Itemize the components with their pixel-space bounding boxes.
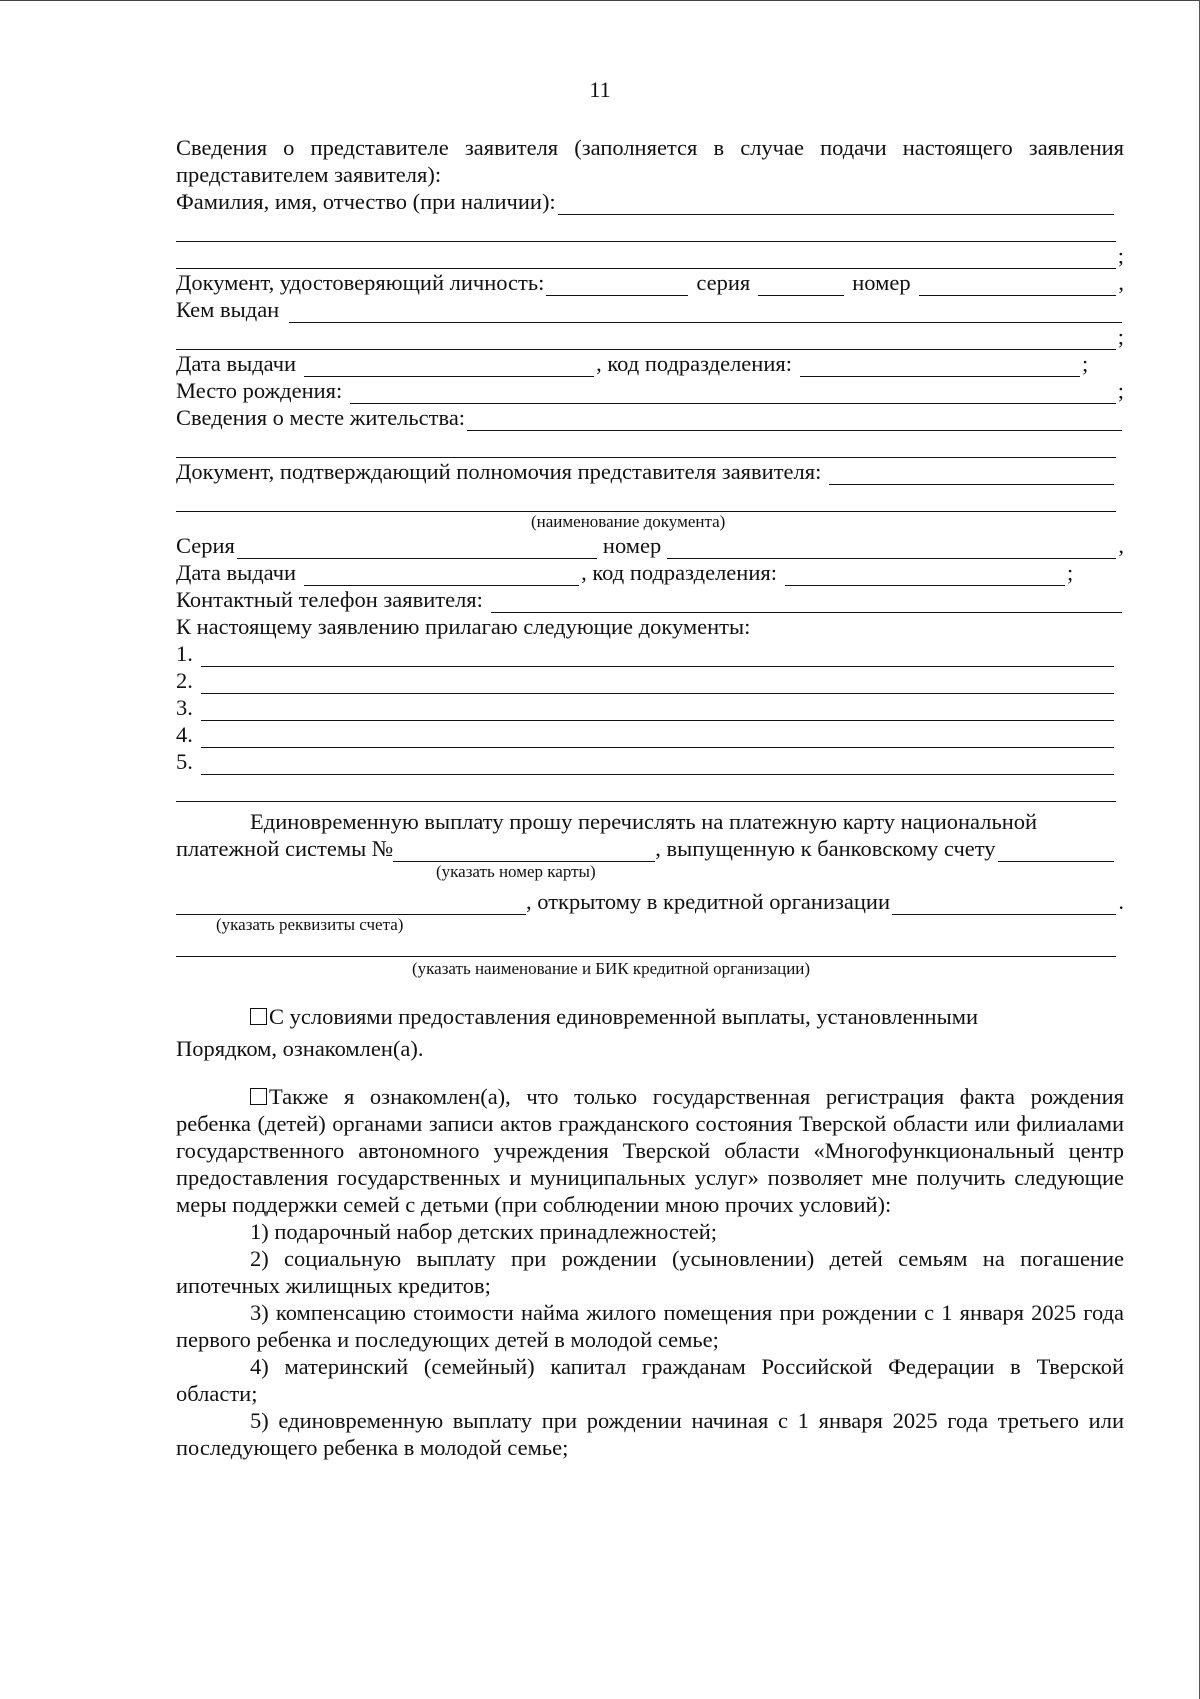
form-content [176,134,1124,1461]
card-number-field[interactable] [393,841,655,862]
fio-continuation-line[interactable] [176,217,1116,242]
attachment-field[interactable] [201,646,1114,667]
birthplace-label: Место рождения: [176,378,343,403]
support-measure-item: 2) социальную выплату при рождении (усыновлении) детей семьям на погашение ипотечных жилищных кредитов; [176,1246,1124,1298]
authority-doc-row [176,458,1124,485]
consent-1 [176,1001,1124,1033]
series2-label: Серия [176,533,235,558]
consent-1-rest: Порядком, ознакомлен(а). [176,1036,424,1061]
account-details-caption: (указать реквизиты счета) [216,915,404,934]
attachments-label: К настоящему заявлению прилагаю следующие документы: [176,614,751,639]
authority-doc-field[interactable] [829,464,1114,485]
attachment-number: 2. [176,668,193,693]
residence-continuation-row [176,431,1124,458]
comma: , [1118,533,1124,558]
issued-by-continuation-line[interactable] [176,329,1116,350]
authority-doc-label: Документ, подтверждающий полномочия представителя заявителя: [176,459,822,484]
issue-date-label: Дата выдачи [176,351,297,376]
phone-field[interactable] [491,592,1122,613]
attachment-field[interactable] [201,754,1114,775]
comma: , [1118,270,1124,295]
authority-doc-continuation-line[interactable] [176,487,1116,512]
issued-by-row [176,296,1124,323]
fio-continuation-row [176,215,1124,242]
fio-row [176,188,1124,215]
consent-2-text: Также я ознакомлен(а), что только государственная регистрация факта рождения ребенка (детей) органами записи актов гражданского состояния Тверской области или филиалами государственного автономного учреждения Тверской области «Многофункциональный центр предоставления государственных и муниципальных услуг» позволяет мне получить следующие меры поддержки семей с детьми (при соблюдении мною прочих условий): [176,1084,1124,1217]
page-number: 11 [589,77,611,102]
number-field[interactable] [919,275,1117,296]
period: . [1118,889,1124,914]
issue-date2-label: Дата выдачи [176,560,297,585]
payment-system-label: платежной системы № [176,836,394,861]
scan-edge-top [0,0,1200,1]
fio-field[interactable] [558,194,1114,215]
residence-label: Сведения о месте жительства: [176,405,466,430]
issue-date2-field[interactable] [304,565,579,586]
semicolon: ; [1117,243,1124,268]
credit-org-field[interactable] [892,894,1116,915]
account-details-field[interactable] [176,894,526,915]
series-label: серия [696,270,751,295]
payment-line-1: Единовременную выплату прошу перечислять на платежную карту национальной [250,809,1038,834]
attachment-field[interactable] [201,673,1114,694]
attachment-row [176,694,1124,721]
payment-line-3 [176,888,1124,915]
attachment-number: 3. [176,695,193,720]
consent-1-checkbox[interactable] [250,1008,267,1025]
number-label: номер [852,270,911,295]
support-measure-item: 4) материнский (семейный) капитал гражданам Российской Федерации в Тверской области; [176,1354,1124,1406]
id-doc-label: Документ, удостоверяющий личность: [176,270,545,295]
card-number-caption: (указать номер карты) [436,862,596,881]
series-number-row [176,532,1124,559]
attachment-row [176,721,1124,748]
division-code-label: , код подразделения: [596,351,792,376]
attachment-extra-row [176,775,1124,802]
phone-label: Контактный телефон заявителя: [176,587,483,612]
issued-to-account-label: , выпущенную к банковскому счету [655,836,996,861]
attachment-row [176,640,1124,667]
issue-date-field[interactable] [304,356,594,377]
consent-2-checkbox[interactable] [250,1088,267,1105]
attachment-row [176,748,1124,775]
authority-doc-continuation-row [176,485,1124,512]
semicolon: ; [1117,324,1124,349]
attachment-number: 5. [176,749,193,774]
id-doc-field[interactable] [546,275,688,296]
attachment-field[interactable] [201,700,1114,721]
residence-continuation-line[interactable] [176,433,1116,458]
payment-line-2 [176,835,1124,862]
bank-name-caption: (указать наименование и БИК кредитной организации) [412,959,811,978]
consent-2 [176,1083,1124,1218]
attachments-label-row [176,613,1124,640]
support-measure-item: 5) единовременную выплату при рождении начиная с 1 января 2025 года третьего или последующего ребенка в молодой семье; [176,1408,1124,1460]
consent-1-text: С условиями предоставления единовременной выплаты, установленными [269,1004,978,1029]
bank-name-row [176,935,1124,957]
representative-heading: Сведения о представителе заявителя (заполняется в случае подачи настоящего заявления представителем заявителя): [176,135,1124,187]
attachment-extra-line[interactable] [176,777,1116,802]
issued-by-field[interactable] [289,302,1122,323]
birthplace-row [176,377,1124,404]
residence-field[interactable] [467,410,1122,431]
division-code-field[interactable] [800,356,1080,377]
attachment-number: 1. [176,641,193,666]
series2-field[interactable] [237,538,597,559]
fio-label: Фамилия, имя, отчество (при наличии): [176,189,556,214]
semicolon: ; [1117,378,1124,403]
support-measure-item: 1) подарочный набор детских принадлежностей; [250,1219,717,1244]
residence-row [176,404,1124,431]
issued-by-label: Кем выдан [176,297,280,322]
credit-org-label: , открытому в кредитной организации [526,889,890,914]
attachment-field[interactable] [201,727,1114,748]
id-doc-row [176,269,1124,296]
support-measure-item: 3) компенсацию стоимости найма жилого помещения при рождении с 1 января 2025 года первого ребенка и последующих детей в молодой семье; [176,1300,1124,1352]
fio-continuation-line-2[interactable] [176,248,1116,269]
doc-name-caption: (наименование документа) [531,512,726,531]
bank-name-bik-line[interactable] [176,936,1116,957]
issued-by-continuation-row [176,323,1124,350]
birthplace-field[interactable] [350,383,1115,404]
semicolon: ; [1081,351,1089,376]
attachment-number: 4. [176,722,193,747]
issue-date-row [176,350,1124,377]
issue-date2-row [176,559,1124,586]
semicolon: ; [1066,560,1074,585]
number2-field[interactable] [667,538,1116,559]
division-code2-field[interactable] [785,565,1065,586]
division-code2-label: , код подразделения: [581,560,777,585]
series-field[interactable] [758,275,844,296]
bank-account-field[interactable] [998,841,1114,862]
fio-continuation-row-2 [176,242,1124,269]
number2-label: номер [602,533,662,558]
phone-row [176,586,1124,613]
attachment-row [176,667,1124,694]
